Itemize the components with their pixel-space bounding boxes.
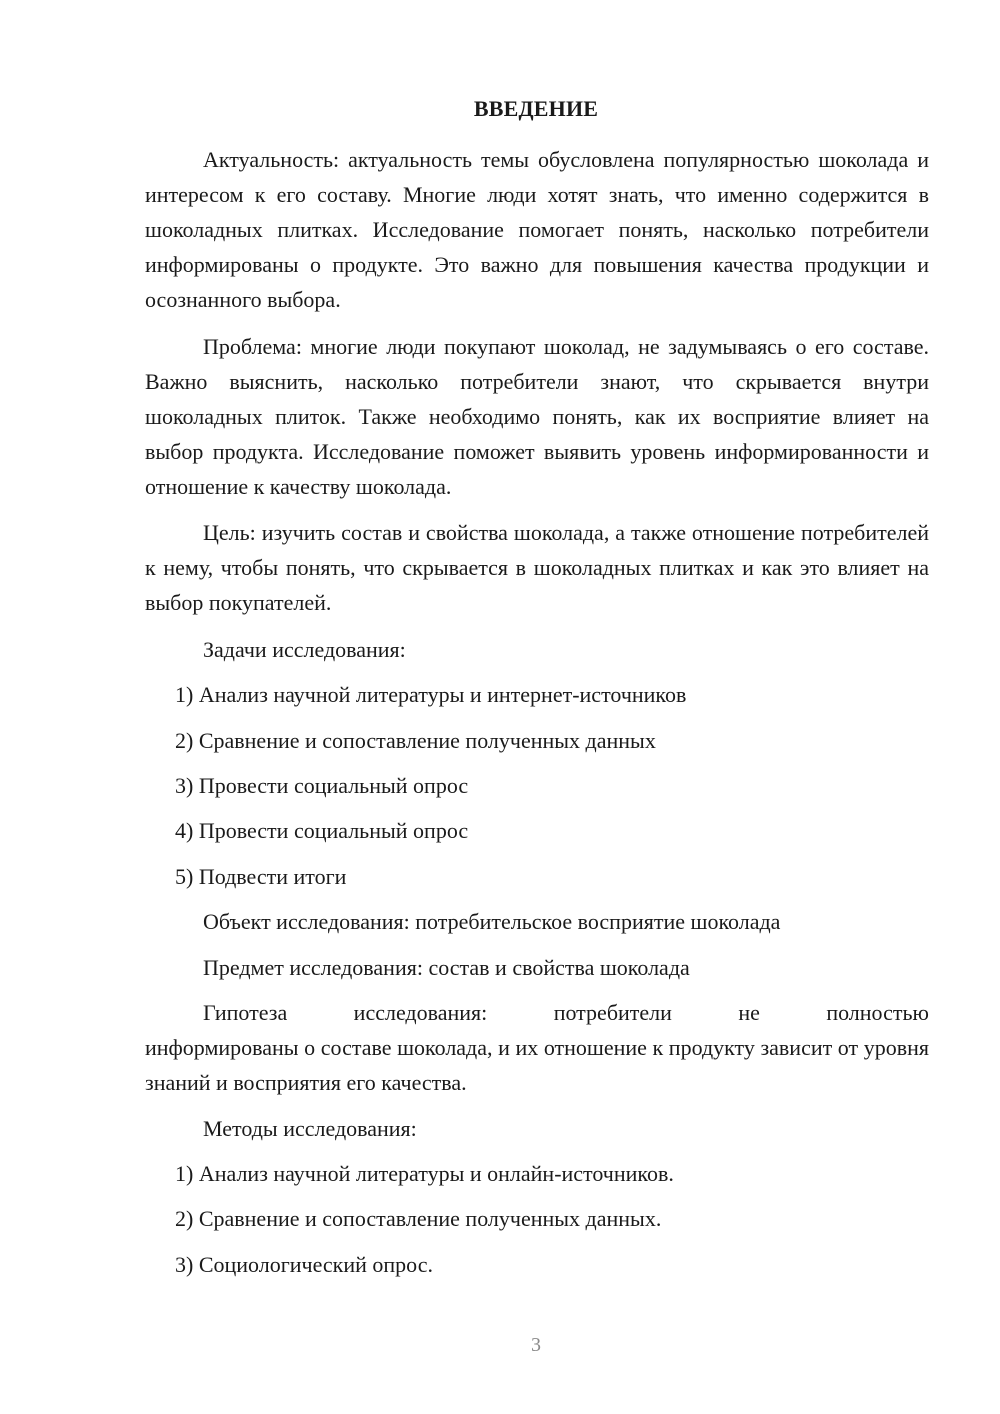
relevance-paragraph: Актуальность: актуальность темы обусловлена популярностью шоколада и интересом к его составу. Многие люди хотят знать, что именно содержится в шоколадных плитках. Исследование помогает понять, насколько потребители информированы о продукте. Это важно для повышения качества продукции и осознанного выбора. [145,147,929,312]
hypothesis-word: полностью [826,1000,929,1025]
tasks-heading: Задачи исследования: [203,637,406,662]
methods-heading: Методы исследования: [203,1116,417,1141]
hypothesis-word: исследования: [353,1000,488,1025]
task-item: 2) Сравнение и сопоставление полученных данных [175,728,656,753]
goal-paragraph: Цель: изучить состав и свойства шоколада, а также отношение потребителей к нему, чтобы понять, что скрывается в шоколадных плитках и как это влияет на выбор покупателей. [145,520,929,615]
hypothesis-word: Гипотеза [203,1000,288,1025]
object-line: Объект исследования: потребительское восприятие шоколада [203,909,781,934]
subject-line: Предмет исследования: состав и свойства шоколада [203,955,690,980]
task-item: 4) Провести социальный опрос [175,818,469,843]
page-number: 3 [531,1334,541,1356]
hypothesis-first-line [203,995,929,1030]
task-item: 3) Провести социальный опрос [175,773,469,798]
task-item: 5) Подвести итоги [175,864,347,889]
method-item: 3) Социологический опрос. [175,1252,433,1277]
method-item: 2) Сравнение и сопоставление полученных данных. [175,1206,662,1231]
hypothesis-continuation: информированы о составе шоколада, и их отношение к продукту зависит от уровня знаний и восприятия его качества. [145,1035,929,1095]
hypothesis-word: не [738,1000,760,1025]
method-item: 1) Анализ научной литературы и онлайн-источников. [175,1161,674,1186]
task-item: 1) Анализ научной литературы и интернет-источников [175,682,687,707]
problem-paragraph: Проблема: многие люди покупают шоколад, не задумываясь о его составе. Важно выяснить, насколько потребители знают, что скрывается внутри шоколадных плиток. Также необходимо понять, как их восприятие влияет на выбор продукта. Исследование поможет выявить уровень информированности и отношение к качеству шоколада. [145,334,929,499]
section-title: ВВЕДЕНИЕ [473,96,599,121]
hypothesis-word: потребители [553,1000,672,1025]
